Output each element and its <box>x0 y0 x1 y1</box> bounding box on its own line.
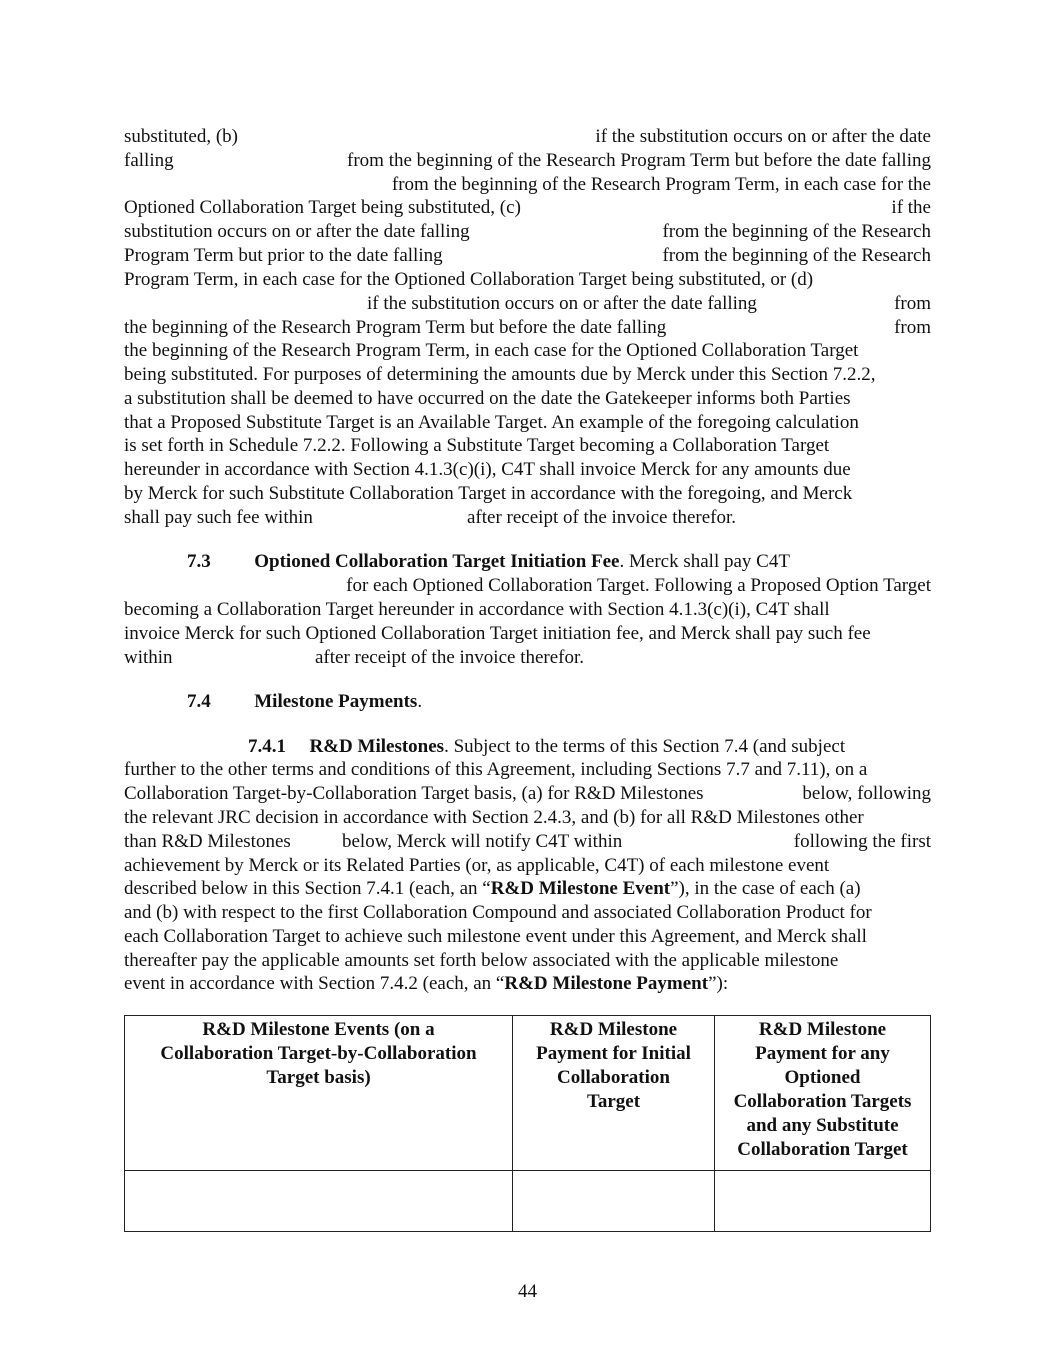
text-line: described below in this Section 7.4.1 (each, an “R&D Milestone Event”), in the case of each (a) <box>124 878 861 899</box>
section-title: Milestone Payments <box>254 691 418 712</box>
text-line: Optioned Collaboration Target being substituted, (c) if the <box>124 197 931 218</box>
table-cell <box>513 1171 715 1232</box>
text-line: thereafter pay the applicable amounts set forth below associated with the applicable milestone <box>124 950 839 971</box>
text-line: event in accordance with Section 7.4.2 (each, an “R&D Milestone Payment”): <box>124 973 729 994</box>
text-line: substituted, (b) if the substitution occurs on or after the date <box>124 126 931 147</box>
text-line: substitution occurs on or after the date falling from the beginning of the Research <box>124 221 931 242</box>
section-7-4-heading: 7.4 Milestone Payments. <box>187 691 423 712</box>
section-heading: 7.3 Optioned Collaboration Target Initiation Fee. Merck shall pay C4T <box>187 551 790 572</box>
defined-term: R&D Milestone Event <box>490 878 671 899</box>
text-line: within after receipt of the invoice therefor. <box>124 647 585 668</box>
text-line: shall pay such fee within after receipt of the invoice therefor. <box>124 507 737 528</box>
text-line: becoming a Collaboration Target hereunder in accordance with Section 4.1.3(c)(i), C4T shall <box>124 599 830 620</box>
text-line: Program Term, in each case for the Optioned Collaboration Target being substituted, or (d) <box>124 269 814 290</box>
text-line: further to the other terms and conditions of this Agreement, including Sections 7.7 and 7.11), on a <box>124 759 868 780</box>
text-line: hereunder in accordance with Section 4.1.3(c)(i), C4T shall invoice Merck for any amounts due <box>124 459 851 480</box>
rd-milestone-table <box>124 1015 931 1232</box>
text-line: the beginning of the Research Program Term but before the date falling from <box>124 317 931 338</box>
text-line: Program Term but prior to the date falling from the beginning of the Research <box>124 245 931 266</box>
text-line: invoice Merck for such Optioned Collaboration Target initiation fee, and Merck shall pay such fee <box>124 623 871 644</box>
table-cell <box>715 1171 931 1232</box>
text-line: a substitution shall be deemed to have occurred on the date the Gatekeeper informs both Parties <box>124 388 851 409</box>
column-header-events: R&D Milestone Events (on a Collaboration Target-by-Collaboration Target basis) <box>125 1016 513 1171</box>
text-line: by Merck for such Substitute Collaboration Target in accordance with the foregoing, and Merck <box>124 483 853 504</box>
section-number: 7.3 <box>187 551 211 572</box>
column-header-optioned-target-payment: R&D Milestone Payment for any Optioned Collaboration Targets and any Substitute Collaboration Target <box>715 1016 931 1171</box>
section-title: Optioned Collaboration Target Initiation Fee <box>254 551 620 572</box>
table-header-row <box>125 1016 931 1171</box>
text-line: and (b) with respect to the first Collaboration Compound and associated Collaboration Product for <box>124 902 872 923</box>
text-line: is set forth in Schedule 7.2.2. Following a Substitute Target becoming a Collaboration Target <box>124 435 830 456</box>
defined-term: R&D Milestone Payment <box>504 973 709 994</box>
text-line: each Collaboration Target to achieve such milestone event under this Agreement, and Merck shall <box>124 926 867 947</box>
section-heading: 7.4.1 R&D Milestones. Subject to the terms of this Section 7.4 (and subject <box>248 736 846 757</box>
page-number: 44 <box>518 1281 537 1302</box>
section-number: 7.4 <box>187 691 211 712</box>
text-line: the relevant JRC decision in accordance with Section 2.4.3, and (b) for all R&D Milestones other <box>124 807 864 828</box>
text-line: achievement by Merck or its Related Parties (or, as applicable, C4T) of each milestone event <box>124 855 830 876</box>
table-row <box>125 1171 931 1232</box>
text-line: than R&D Milestones below, Merck will notify C4T within following the first <box>124 831 931 852</box>
column-header-initial-target-payment: R&D Milestone Payment for Initial Collaboration Target <box>513 1016 715 1171</box>
section-number: 7.4.1 <box>248 736 286 757</box>
text-line: falling from the beginning of the Research Program Term but before the date falling <box>124 150 931 171</box>
text-line: that a Proposed Substitute Target is an Available Target. An example of the foregoing calculation <box>124 412 859 433</box>
text-line: the beginning of the Research Program Term, in each case for the Optioned Collaboration Target <box>124 340 859 361</box>
table-cell <box>125 1171 513 1232</box>
section-title: R&D Milestones <box>309 736 445 757</box>
text-line: being substituted. For purposes of determining the amounts due by Merck under this Section 7.2.2, <box>124 364 876 385</box>
text-line: Collaboration Target-by-Collaboration Target basis, (a) for R&D Milestones below, following <box>124 783 931 804</box>
